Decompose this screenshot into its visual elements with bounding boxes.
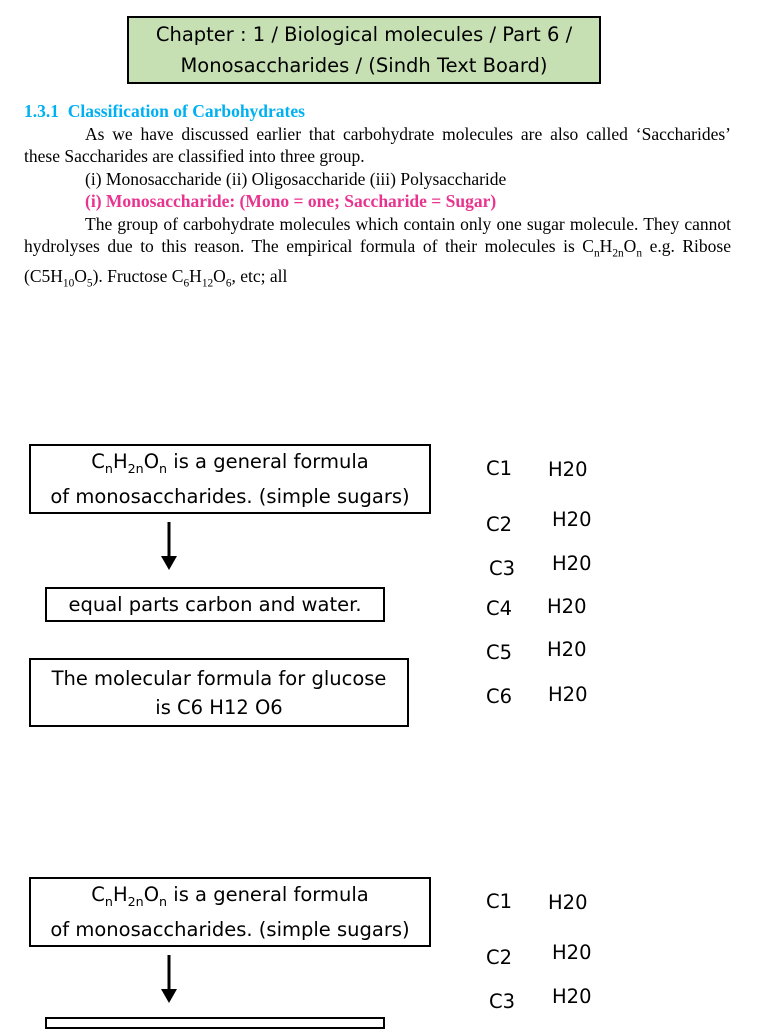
chapter-title-line-2: Monosaccharides / (Sindh Text Board) <box>180 54 548 77</box>
water-label-h20: H20 <box>552 508 592 531</box>
water-label-h20: H20 <box>552 985 592 1008</box>
general-formula-line-2: of monosaccharides. (simple sugars) <box>50 918 410 942</box>
chapter-title-box <box>127 16 601 84</box>
general-formula-box <box>29 444 431 514</box>
glucose-formula-box <box>29 658 409 727</box>
down-arrow-icon <box>159 520 179 572</box>
paragraph-2: The group of carbohydrate molecules which contain only one sugar molecule. They cannot hydrolyses due to this reason. The empirical formula of their molecules is $C_nH_{2n}O_n$ e.g. Ribose $(C5H_{10}O_5)$. Fructose $C_6H_{12}O_6$, etc; all <box>24 213 731 290</box>
carbon-label-c1: C1 <box>486 890 513 913</box>
monosaccharide-subheading: (i) Monosaccharide: (Mono = one; Saccharide = Sugar) <box>85 191 497 211</box>
carbon-label-c3: C3 <box>489 557 516 580</box>
section-heading <box>24 100 731 123</box>
general-formula-line-1: $C_nH_{2n}O_n$ is a general formula <box>91 882 369 909</box>
carbon-label-c6: C6 <box>486 685 513 708</box>
equal-parts-box-2-partial <box>45 1017 385 1029</box>
paragraph-1: As we have discussed earlier that carbohydrate molecules are also called ‘Saccharides’ these Saccharides are classified into three group. <box>24 123 731 166</box>
section-number: 1.3.1 <box>24 101 59 121</box>
carbon-label-c5: C5 <box>486 641 513 664</box>
down-arrow-icon <box>159 953 179 1005</box>
general-formula-line-2: of monosaccharides. (simple sugars) <box>50 485 410 509</box>
text-excerpt <box>24 100 731 290</box>
carbon-label-c3: C3 <box>489 990 516 1013</box>
carbon-label-c1: C1 <box>486 457 513 480</box>
water-label-h20: H20 <box>552 941 592 964</box>
section-heading-text: Classification of Carbohydrates <box>67 101 305 121</box>
group-list: (i) Monosaccharide (ii) Oligosaccharide (iii) Polysaccharide <box>85 168 507 189</box>
water-label-h20: H20 <box>547 638 587 661</box>
water-label-h20: H20 <box>548 683 588 706</box>
equal-parts-box: equal parts carbon and water. <box>45 587 385 622</box>
water-label-h20: H20 <box>552 552 592 575</box>
carbon-label-c4: C4 <box>486 597 513 620</box>
carbon-label-c2: C2 <box>486 946 513 969</box>
glucose-line-1: The molecular formula for glucose <box>51 666 387 690</box>
carbon-label-c2: C2 <box>486 513 513 536</box>
water-label-h20: H20 <box>548 458 588 481</box>
glucose-line-2: is C6 H12 O6 <box>155 695 283 719</box>
chapter-title-line-1: Chapter : 1 / Biological molecules / Part 6 / <box>155 23 573 46</box>
general-formula-box-2 <box>29 877 431 947</box>
general-formula-line-1: $C_nH_{2n}O_n$ is a general formula <box>91 449 369 476</box>
water-label-h20: H20 <box>548 891 588 914</box>
water-label-h20: H20 <box>547 595 587 618</box>
